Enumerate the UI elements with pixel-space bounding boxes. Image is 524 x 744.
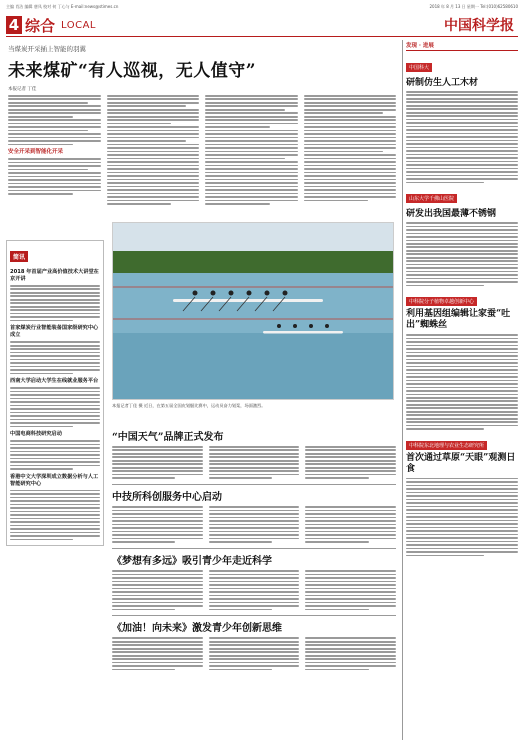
brief-title: 西南大学启动大学生在线就业服务平台 [10, 378, 99, 385]
sidebar-title: 研发出我国最薄不锈钢 [406, 209, 497, 220]
editor-info: 主编 肖洁 编辑 唐凤 校对 何 丁心与 E-mail:news@stimes.cn [6, 4, 119, 9]
article-title: 中技所科创服务中心启动 [112, 492, 222, 504]
rowing-photo [112, 222, 394, 400]
sidebar-source: 山东大学千佛山医院 [406, 194, 457, 203]
lead-col-1 [8, 95, 101, 252]
sidebar-source: 中科院分子植物卓越创新中心 [406, 297, 477, 306]
sidebar-title: 利用基因组编辑让家蚕“吐出”蜘蛛丝 [406, 309, 511, 331]
top-info-bar [6, 2, 518, 12]
section-subtitle: LOCAL [61, 20, 96, 31]
sidebar-title: 研制仿生人工木材 [406, 78, 479, 88]
briefs-tag: 简讯 [10, 251, 28, 262]
article-title: “中国天气”品牌正式发布 [112, 432, 224, 443]
brief-title: 中国电商科技研究启动 [10, 431, 62, 438]
lead-headline: 未来煤矿“有人巡视，无人值守” [8, 61, 257, 81]
lead-subhead: 安全开采到智能化开采 [8, 149, 64, 156]
section-number: 4 [6, 16, 22, 34]
section-title: 综合 [25, 17, 56, 35]
sidebar [402, 40, 518, 740]
rowing-photo-image [113, 223, 394, 400]
masthead [6, 13, 518, 37]
main-column [6, 40, 398, 740]
date-info: 2018 年 8 月 13 日 星期一 Tel:(010)62580610 [429, 4, 518, 9]
brief-title: 2018 年首届产业高价值技术大讲堂在京开讲 [10, 269, 99, 282]
sidebar-title: 首次通过草原“天眼”观测日食 [406, 452, 516, 474]
brief-title: 香港中文大学深圳成立数据分析与人工智能研究中心 [10, 473, 99, 487]
lead-byline: 本报记者 丁佳 [8, 87, 37, 92]
sidebar-source: 中科院东北地理与农业生态研究所 [406, 441, 487, 450]
article-block [112, 424, 396, 672]
brief-title: 首家煤炭行业智能装备国家级研究中心成立 [10, 325, 99, 339]
briefs-box [6, 240, 104, 546]
lead-kicker: 当煤炭开采插上智能的羽翼 [8, 45, 86, 53]
article-title: 《梦想有多远》吸引青少年走近科学 [112, 556, 272, 568]
newspaper-logo: 中国科学报 [444, 18, 514, 34]
sidebar-source: 中国科大 [406, 63, 432, 72]
sidebar-tag: 发现 · 进展 [406, 40, 518, 51]
article-title: 《加油！向未来》激发青少年创新思维 [112, 623, 282, 635]
photo-caption: 本报记者丁佳 摄 近日，在第五届全国皮划艇比赛中，运动员奋力划桨，场面激烈。 [112, 403, 266, 408]
